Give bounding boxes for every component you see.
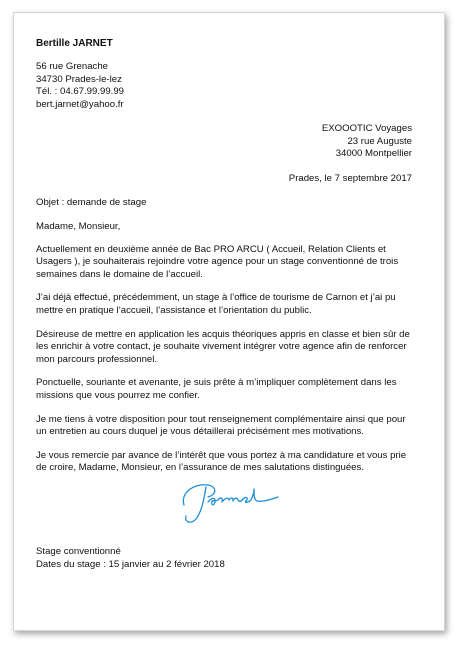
body-paragraph: Ponctuelle, souriante et avenante, je suis prête à m’impliquer complètement dans les missions que vous pourrez me confier. (36, 377, 397, 401)
sender-name: Bertille JARNET (36, 38, 113, 49)
internship-dates: Dates du stage : 15 janvier au 2 février 2018 (36, 558, 225, 570)
internship-type: Stage conventionné (36, 546, 121, 557)
handwritten-signature (178, 475, 282, 532)
recipient-address-block (322, 123, 412, 161)
recipient-street: 23 rue Auguste (347, 135, 412, 147)
letter-page (13, 12, 445, 631)
internship-details (36, 546, 225, 571)
letter-body (36, 221, 412, 486)
sender-email: bert.jarnet@yahoo.fr (36, 98, 124, 110)
recipient-name: EXOOOTIC Voyages (321, 123, 412, 134)
recipient-city: 34000 Montpellier (335, 148, 412, 160)
sender-street: 56 rue Grenache (36, 61, 108, 72)
sender-phone: Tél. : 04.67.99.99.99 (36, 86, 125, 98)
body-paragraph: Désireuse de mettre en application les acquis théoriques appris en classe et bien sûr de les enrichir à votre contact, je souhaite vivement intégrer votre agence afin de renforcer mon parcours professionnel. (36, 328, 410, 365)
body-paragraph: Je vous remercie par avance de l’intérêt que vous portez à ma candidature et vous prie de croire, Madame, Monsieur, en l’assurance de mes salutations distinguées. (36, 449, 407, 474)
body-paragraph: J’ai déjà effectué, précédemment, un stage à l’office de tourisme de Carnon et j’ai pu mettre en pratique l’accueil, l’assistance et l’orientation du public. (36, 292, 396, 316)
signature-drawing (178, 475, 282, 527)
body-paragraph: Je me tiens à votre disposition pour tout renseignement complémentaire ainsi que pour un entretien au cours duquel je vous détaillerai précisément mes motivations. (36, 413, 406, 438)
letter-object: Objet : demande de stage (36, 197, 147, 208)
letter-date: Prades, le 7 septembre 2017 (288, 173, 412, 184)
salutation: Madame, Monsieur, (36, 221, 121, 232)
body-paragraph: Actuellement en deuxième année de Bac PRO ARCU ( Accueil, Relation Clients et Usagers ), je souhaiterais rejoindre votre agence pour un stage conventionné de trois semaines dans le domaine de l’accueil. (36, 243, 399, 280)
sender-city: 34730 Prades-le-lez (36, 73, 122, 85)
sender-address-block (36, 61, 124, 111)
